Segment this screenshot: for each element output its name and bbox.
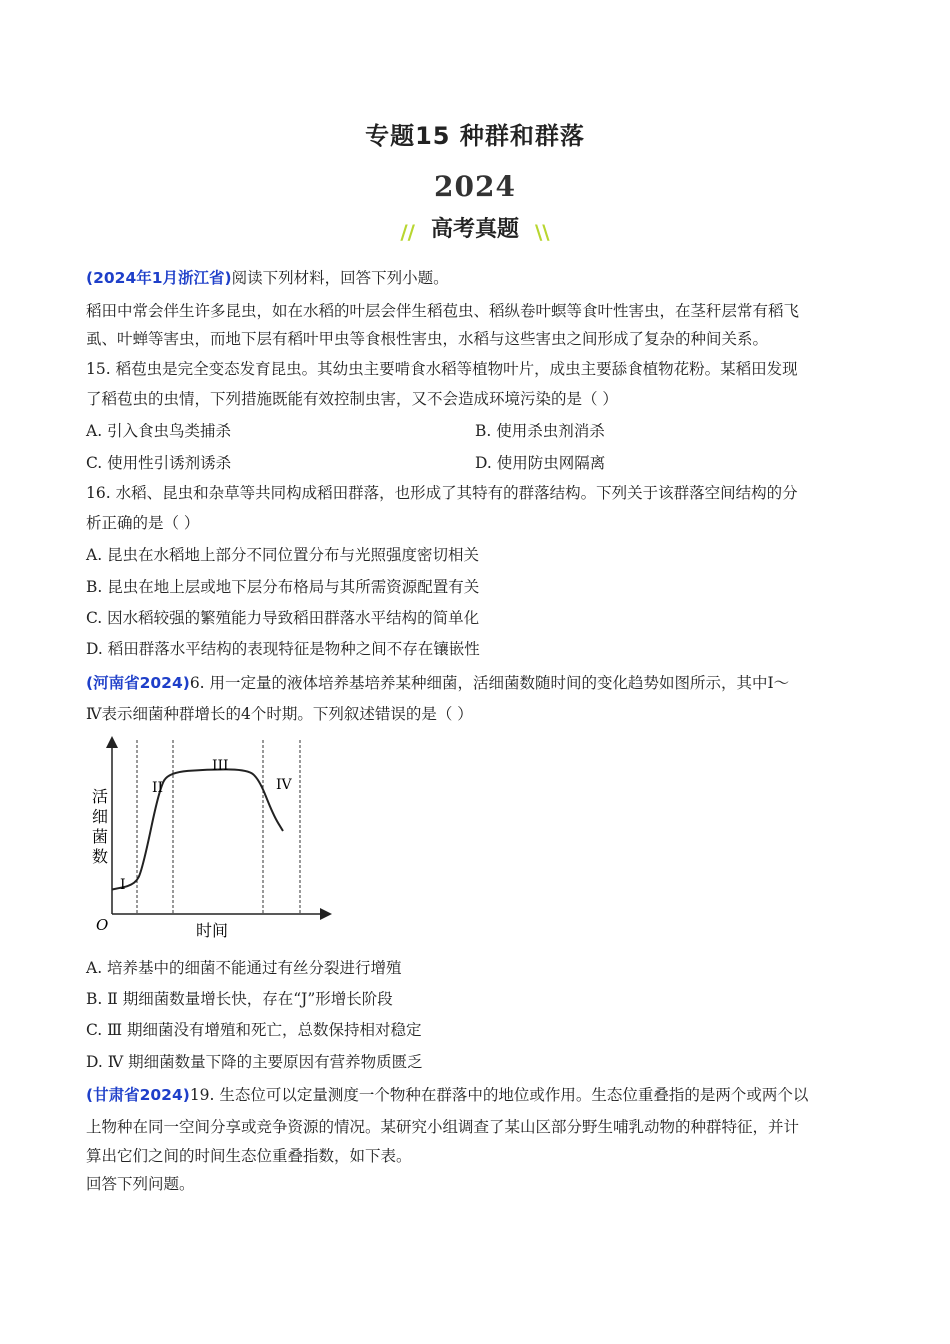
source-tag: (2024年1月浙江省)	[86, 269, 232, 287]
section-banner	[0, 212, 950, 244]
banner-label	[421, 212, 529, 243]
question-15-line-2: 了稻苞虫的虫情，下列措施既能有效控制虫害，又不会造成环境污染的是（ ）	[86, 390, 618, 408]
question-16-line-1: 16. 水稻、昆虫和杂草等共同构成稻田群落，也形成了其特有的群落结构。下列关于该群落空间结构的分	[86, 484, 798, 502]
year-text: 2024	[434, 170, 516, 203]
phase-label-1: I	[120, 877, 126, 893]
option-6-c: C. Ⅲ 期细菌没有增殖和死亡，总数保持相对稳定	[86, 1021, 422, 1039]
growth-curve	[112, 769, 283, 889]
source-tag: (甘肃省2024)	[86, 1086, 190, 1104]
origin-label: O	[96, 916, 109, 934]
page-title: 专题15 种群和群落	[365, 122, 585, 150]
year-heading	[0, 170, 950, 203]
question-6-line-1	[86, 673, 866, 693]
banner-slash-left: //	[400, 219, 415, 244]
option-16-a: A. 昆虫在水稻地上部分不同位置分布与光照强度密切相关	[86, 546, 480, 564]
y-axis-label: 活 细 菌 数	[92, 787, 109, 866]
option-16-b: B. 昆虫在地上层或地下层分布格局与其所需资源配置有关	[86, 578, 480, 596]
question-19-line-4: 回答下列问题。	[86, 1175, 195, 1193]
question-15-line-1: 15. 稻苞虫是完全变态发育昆虫。其幼虫主要啃食水稻等植物叶片，成虫主要舔食植物花粉。某稻田发现	[86, 360, 798, 378]
intro-text: 阅读下列材料，回答下列小题。	[231, 269, 449, 287]
question-19-text: 19. 生态位可以定量测度一个物种在群落中的地位或作用。生态位重叠指的是两个或两个以	[189, 1086, 809, 1104]
question-6-text: 6. 用一定量的液体培养基培养某种细菌，活细菌数随时间的变化趋势如图所示，其中Ⅰ～	[189, 674, 790, 692]
option-15-d: D. 使用防虫网隔离	[475, 454, 606, 472]
bacteria-growth-chart	[90, 736, 335, 941]
question-19-line-2: 上物种在同一空间分享或竞争资源的情况。某研究小组调查了某山区部分野生哺乳动物的种群特征，并计	[86, 1118, 800, 1136]
material-line-2: 虱、叶蝉等害虫，而地下层有稻叶甲虫等食根性害虫，水稻与这些害虫之间形成了复杂的种间关系。	[86, 330, 769, 348]
banner-slash-right: \\	[535, 219, 550, 244]
x-axis-label: 时间	[196, 921, 229, 940]
year-badge	[434, 170, 516, 203]
question-19-line-3: 算出它们之间的时间生态位重叠指数，如下表。	[86, 1147, 412, 1165]
option-15-c: C. 使用性引诱剂诱杀	[86, 454, 232, 472]
material-line-1: 稻田中常会伴生许多昆虫，如在水稻的叶层会伴生稻苞虫、稻纵卷叶螟等食叶性害虫，在茎秆层常有稻飞	[86, 302, 800, 320]
question-16-line-2: 析正确的是（ ）	[86, 514, 200, 532]
option-15-b: B. 使用杀虫剂消杀	[475, 422, 605, 440]
phase-label-2: II	[152, 780, 164, 796]
question-19-line-1	[86, 1085, 866, 1105]
banner-text: 高考真题	[430, 217, 519, 242]
phase-label-4: IV	[276, 777, 292, 793]
option-6-d: D. Ⅳ 期细菌数量下降的主要原因有营养物质匮乏	[86, 1053, 423, 1071]
option-15-a: A. 引入食虫鸟类捕杀	[86, 422, 232, 440]
intro-line	[86, 268, 866, 288]
option-16-d: D. 稻田群落水平结构的表现特征是物种之间不存在镶嵌性	[86, 640, 480, 658]
option-16-c: C. 因水稻较强的繁殖能力导致稻田群落水平结构的简单化	[86, 609, 480, 627]
option-6-b: B. Ⅱ 期细菌数量增长快，存在“J”形增长阶段	[86, 990, 393, 1008]
phase-label-3: III	[212, 758, 229, 774]
source-tag: (河南省2024)	[86, 674, 190, 692]
option-6-a: A. 培养基中的细菌不能通过有丝分裂进行增殖	[86, 959, 402, 977]
question-6-line-2: Ⅳ表示细菌种群增长的4个时期。下列叙述错误的是（ ）	[86, 705, 473, 723]
